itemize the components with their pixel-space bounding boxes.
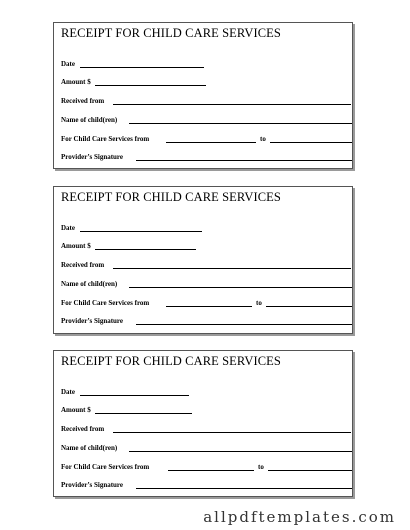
to-label: to [260, 135, 266, 143]
receipt-1 [53, 22, 353, 169]
to-label: to [256, 299, 262, 307]
receipt-2 [53, 186, 353, 334]
children-row [61, 113, 346, 125]
services-from-label: For Child Care Services from [61, 299, 150, 307]
signature-label: Provider’s Signature [61, 481, 124, 489]
receipt-title: RECEIPT FOR CHILD CARE SERVICES [61, 26, 281, 40]
receipt-title: RECEIPT FOR CHILD CARE SERVICES [61, 190, 281, 204]
children-field[interactable] [129, 287, 352, 288]
signature-row [61, 478, 346, 490]
received-row [61, 258, 346, 270]
amount-field[interactable] [95, 85, 206, 86]
date-label: Date [61, 224, 75, 232]
amount-label: Amount $ [61, 78, 91, 86]
received-row [61, 94, 346, 106]
date-row [61, 57, 346, 69]
children-field[interactable] [129, 123, 352, 124]
services-row [61, 296, 346, 308]
children-row [61, 441, 346, 453]
children-field[interactable] [129, 451, 352, 452]
services-to-field[interactable] [266, 306, 352, 307]
date-label: Date [61, 60, 75, 68]
services-from-field[interactable] [168, 470, 254, 471]
site-watermark: allpdftemplates.com [203, 508, 396, 526]
received-from-label: Received from [61, 261, 105, 269]
amount-field[interactable] [95, 413, 192, 414]
amount-row [61, 239, 346, 251]
children-row [61, 277, 346, 289]
received-from-label: Received from [61, 97, 105, 105]
signature-field[interactable] [136, 488, 352, 489]
amount-row [61, 75, 346, 87]
received-from-field[interactable] [113, 432, 351, 433]
services-from-label: For Child Care Services from [61, 135, 150, 143]
to-label: to [258, 463, 264, 471]
services-row [61, 460, 346, 472]
receipt-3 [53, 350, 353, 497]
date-row [61, 221, 346, 233]
receipt-title: RECEIPT FOR CHILD CARE SERVICES [61, 354, 281, 368]
services-to-field[interactable] [270, 142, 352, 143]
signature-row [61, 314, 346, 326]
date-field[interactable] [80, 231, 202, 232]
received-row [61, 422, 346, 434]
date-field[interactable] [80, 395, 189, 396]
signature-field[interactable] [136, 160, 352, 161]
children-label: Name of child(ren) [61, 116, 118, 124]
services-from-field[interactable] [166, 306, 252, 307]
children-label: Name of child(ren) [61, 444, 118, 452]
signature-label: Provider’s Signature [61, 153, 124, 161]
received-from-field[interactable] [113, 268, 351, 269]
received-from-label: Received from [61, 425, 105, 433]
children-label: Name of child(ren) [61, 280, 118, 288]
services-from-label: For Child Care Services from [61, 463, 150, 471]
services-row [61, 132, 346, 144]
date-row [61, 385, 346, 397]
amount-row [61, 403, 346, 415]
services-to-field[interactable] [268, 470, 352, 471]
services-from-field[interactable] [166, 142, 256, 143]
received-from-field[interactable] [113, 104, 351, 105]
amount-label: Amount $ [61, 242, 91, 250]
amount-field[interactable] [95, 249, 196, 250]
signature-row [61, 150, 346, 162]
date-label: Date [61, 388, 75, 396]
amount-label: Amount $ [61, 406, 91, 414]
date-field[interactable] [80, 67, 204, 68]
signature-field[interactable] [136, 324, 352, 325]
signature-label: Provider’s Signature [61, 317, 124, 325]
